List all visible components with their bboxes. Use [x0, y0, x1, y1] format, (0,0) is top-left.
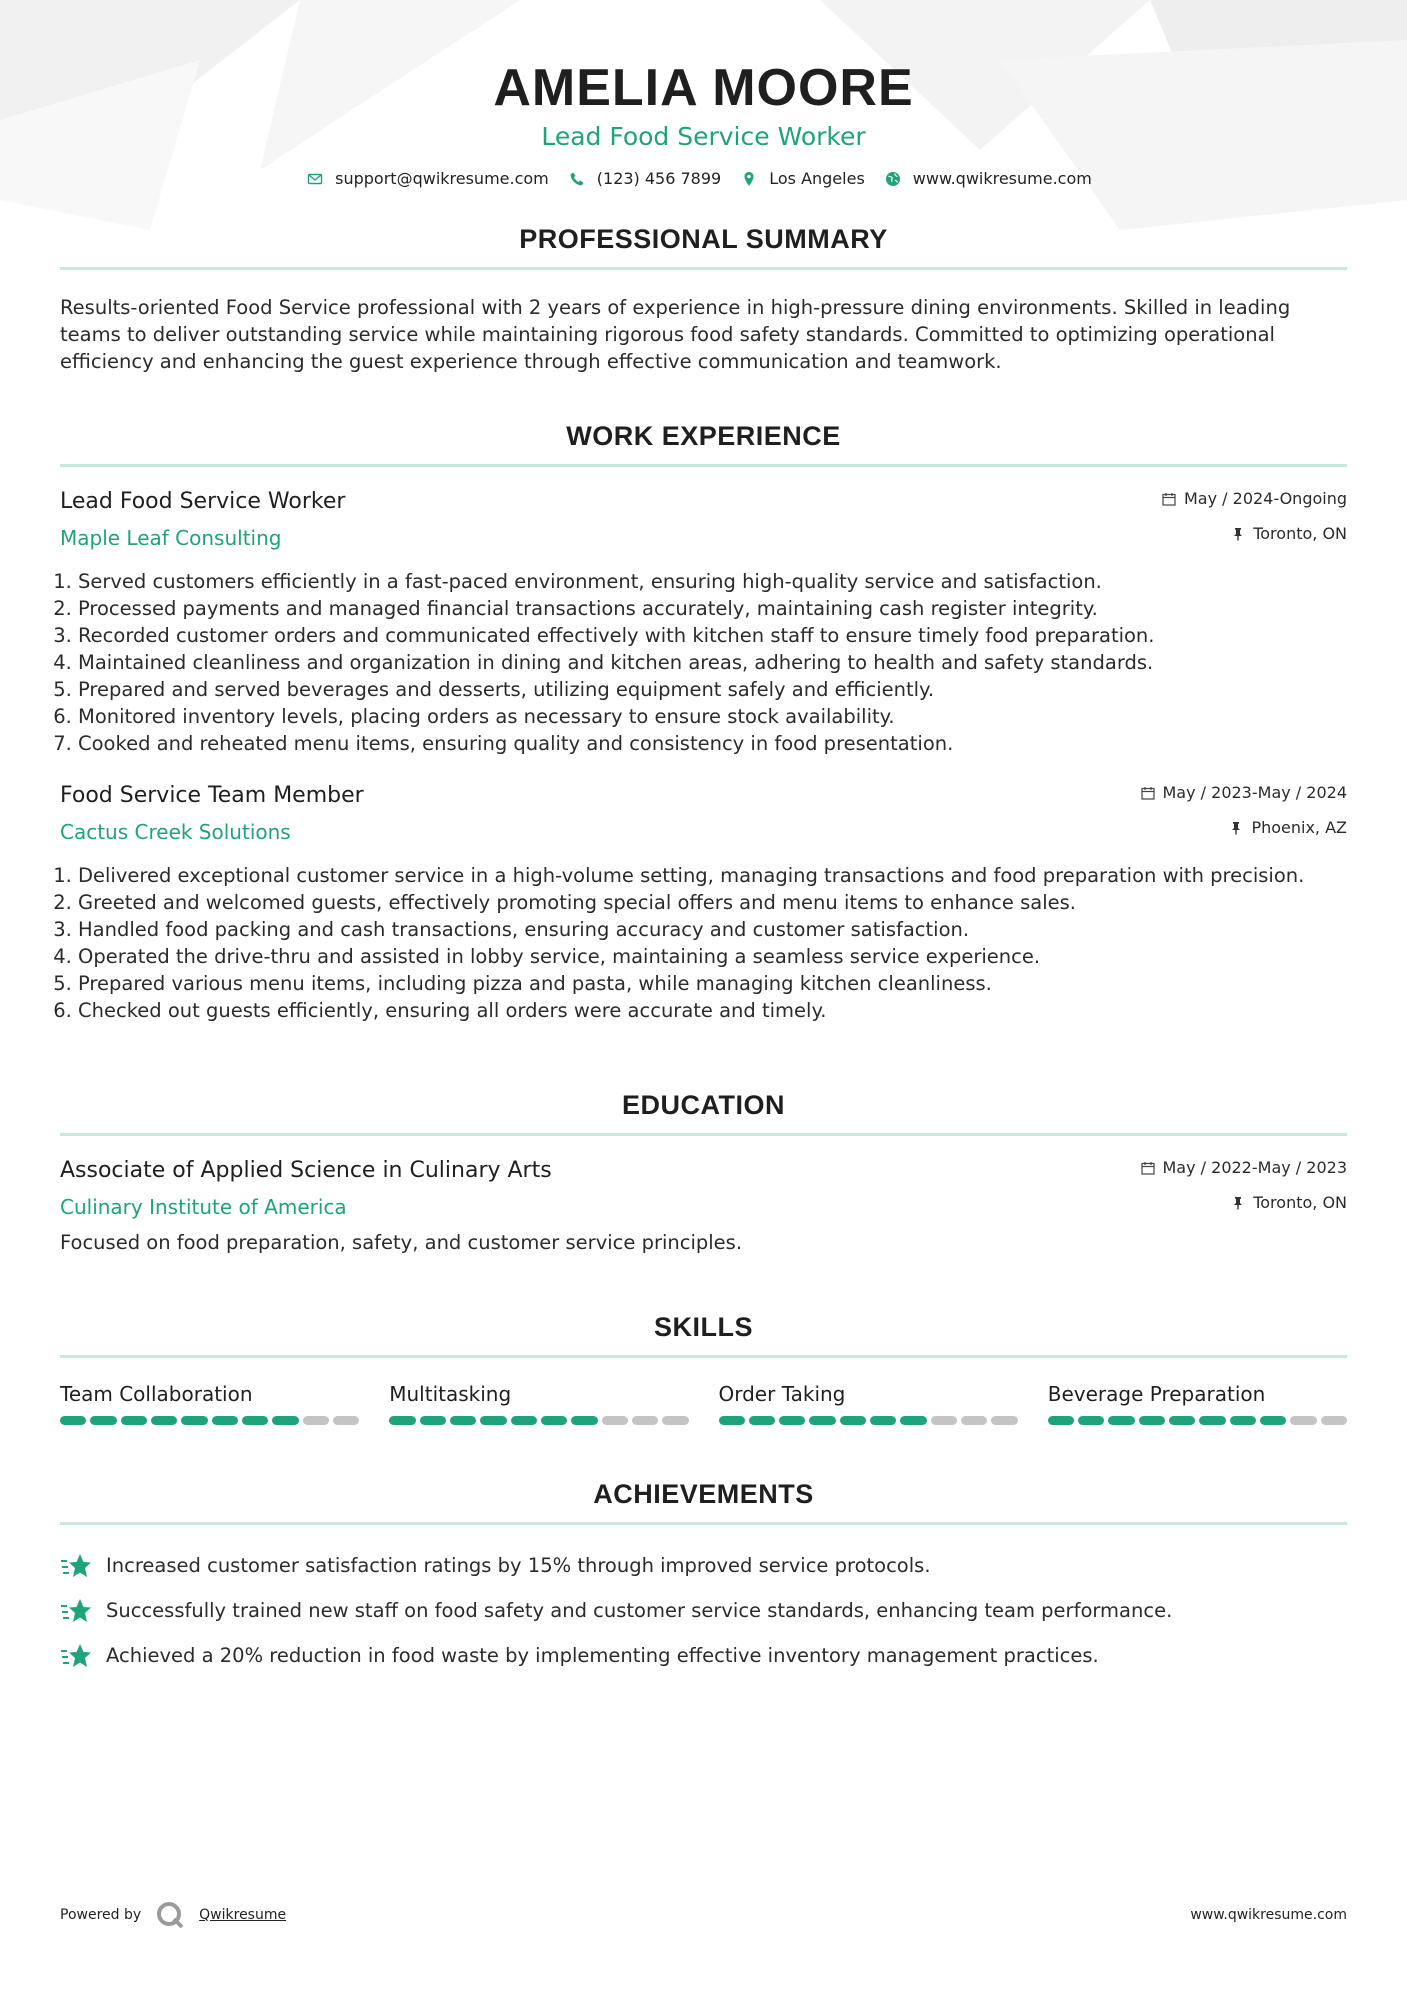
summary-text: Results-oriented Food Service professional with 2 years of experience in high-pressure dining environments. Skilled in leading teams to deliver outstanding service while maintaining rigorous food safety standards. Committed to optimizing operational efficiency and enhancing the guest experience through effective communication and teamwork. [60, 296, 1291, 373]
pushpin-icon [1231, 1196, 1245, 1210]
achievement-text: Successfully trained new staff on food safety and customer service standards, enhancing team performance. [106, 1599, 1173, 1622]
contact-website[interactable] [885, 169, 1092, 188]
job-dates: May / 2024-Ongoing [1184, 489, 1347, 508]
star-icon [60, 1552, 92, 1580]
job-location: Toronto, ON [1253, 524, 1347, 543]
calendar-icon [1141, 1161, 1155, 1175]
rating-dot-empty [961, 1416, 987, 1425]
rating-dot-empty [333, 1416, 359, 1425]
skill-name: Team Collaboration [60, 1382, 253, 1406]
rating-dot-empty [1321, 1416, 1347, 1425]
job-dates: May / 2023-May / 2024 [1162, 783, 1347, 802]
rating-dot-filled [870, 1416, 896, 1425]
skill-rating [389, 1416, 688, 1425]
rating-dot-filled [60, 1416, 86, 1425]
rating-dot-filled [1199, 1416, 1225, 1425]
education-dates: May / 2022-May / 2023 [1162, 1158, 1347, 1177]
rating-dot-filled [121, 1416, 147, 1425]
job-entry [60, 783, 1347, 1024]
skill-item [719, 1382, 1018, 1425]
contact-location-text: Los Angeles [769, 169, 865, 188]
experience-heading: WORK EXPERIENCE [60, 421, 1347, 467]
rating-dot-empty [931, 1416, 957, 1425]
phone-icon [569, 171, 585, 187]
rating-dot-empty [303, 1416, 329, 1425]
education-entry [60, 1158, 1347, 1254]
rating-dot-filled [571, 1416, 597, 1425]
contact-email[interactable] [307, 169, 549, 188]
job-company: Cactus Creek Solutions [60, 820, 291, 844]
skill-name: Multitasking [389, 1382, 512, 1406]
rating-dot-filled [809, 1416, 835, 1425]
rating-dot-filled [1048, 1416, 1074, 1425]
skill-rating [60, 1416, 359, 1425]
rating-dot-filled [1260, 1416, 1286, 1425]
rating-dot-filled [779, 1416, 805, 1425]
rating-dot-filled [1230, 1416, 1256, 1425]
achievement-item [60, 1543, 1347, 1588]
list-item: 6. Checked out guests efficiently, ensuring all orders were accurate and timely. [78, 997, 1347, 1024]
job-entry [60, 489, 1347, 757]
candidate-role: Lead Food Service Worker [541, 122, 866, 151]
list-item: 7. Cooked and reheated menu items, ensuring quality and consistency in food presentation. [78, 730, 1347, 757]
rating-dot-filled [90, 1416, 116, 1425]
rating-dot-filled [900, 1416, 926, 1425]
powered-by-label: Powered by [60, 1907, 142, 1923]
rating-dot-filled [840, 1416, 866, 1425]
skill-rating [1048, 1416, 1347, 1425]
summary-section [60, 224, 1347, 375]
contact-email-text: support@qwikresume.com [335, 169, 549, 188]
rating-dot-filled [511, 1416, 537, 1425]
contact-phone-text: (123) 456 7899 [596, 169, 722, 188]
rating-dot-empty [662, 1416, 688, 1425]
pushpin-icon [1231, 527, 1245, 541]
experience-section [60, 421, 1347, 1024]
list-item: 3. Recorded customer orders and communicated effectively with kitchen staff to ensure timely food preparation. [78, 622, 1347, 649]
rating-dot-filled [1139, 1416, 1165, 1425]
rating-dot-empty [632, 1416, 658, 1425]
contact-phone[interactable] [569, 169, 721, 188]
list-item: 6. Monitored inventory levels, placing orders as necessary to ensure stock availability. [78, 703, 1347, 730]
rating-dot-filled [1108, 1416, 1134, 1425]
rating-dot-empty [1290, 1416, 1316, 1425]
rating-dot-filled [420, 1416, 446, 1425]
summary-heading: PROFESSIONAL SUMMARY [60, 224, 1347, 270]
education-heading: EDUCATION [60, 1090, 1347, 1136]
list-item: 5. Prepared and served beverages and desserts, utilizing equipment safely and efficiently. [78, 676, 1347, 703]
job-location: Phoenix, AZ [1251, 818, 1347, 837]
job-duties-list [60, 862, 1347, 1024]
achievement-item [60, 1633, 1347, 1678]
job-title: Lead Food Service Worker [60, 489, 346, 514]
list-item: 1. Delivered exceptional customer service in a high-volume setting, managing transactions and food preparation with precision. [78, 862, 1347, 889]
degree-title: Associate of Applied Science in Culinary Arts [60, 1158, 552, 1183]
list-item: 2. Greeted and welcomed guests, effectively promoting special offers and menu items to enhance sales. [78, 889, 1347, 916]
calendar-icon [1162, 492, 1176, 506]
achievement-item [60, 1588, 1347, 1633]
achievements-section [60, 1479, 1347, 1678]
page-footer [60, 1900, 1347, 1930]
school-name: Culinary Institute of America [60, 1195, 347, 1219]
skill-name: Order Taking [718, 1382, 846, 1406]
achievement-text: Increased customer satisfaction ratings by 15% through improved service protocols. [106, 1554, 931, 1577]
rating-dot-empty [602, 1416, 628, 1425]
education-description: Focused on food preparation, safety, and customer service principles. [60, 1231, 743, 1254]
contact-website-text: www.qwikresume.com [912, 169, 1092, 188]
envelope-icon [307, 171, 323, 187]
list-item: 1. Served customers efficiently in a fast-paced environment, ensuring high-quality service and satisfaction. [78, 568, 1347, 595]
list-item: 3. Handled food packing and cash transactions, ensuring accuracy and customer satisfaction. [78, 916, 1347, 943]
rating-dot-filled [541, 1416, 567, 1425]
job-company: Maple Leaf Consulting [60, 526, 282, 550]
list-item: 4. Maintained cleanliness and organization in dining and kitchen areas, adhering to health and safety standards. [78, 649, 1347, 676]
skills-heading: SKILLS [60, 1312, 1347, 1358]
list-item: 4. Operated the drive-thru and assisted in lobby service, maintaining a seamless service experience. [78, 943, 1347, 970]
rating-dot-filled [719, 1416, 745, 1425]
pushpin-icon [1229, 821, 1243, 835]
achievement-text: Achieved a 20% reduction in food waste by implementing effective inventory management practices. [106, 1644, 1099, 1667]
qwikresume-logo-icon [155, 1900, 185, 1930]
footer-website[interactable]: www.qwikresume.com [1190, 1907, 1347, 1923]
skill-item [389, 1382, 688, 1425]
job-title: Food Service Team Member [60, 783, 364, 808]
contact-location [741, 169, 865, 188]
rating-dot-filled [272, 1416, 298, 1425]
rating-dot-filled [151, 1416, 177, 1425]
skills-grid [60, 1382, 1347, 1425]
education-location: Toronto, ON [1253, 1193, 1347, 1212]
resume-header [60, 0, 1347, 188]
star-icon [60, 1642, 92, 1670]
qwikresume-link[interactable]: Qwikresume [199, 1907, 287, 1923]
globe-icon [885, 171, 901, 187]
skills-section [60, 1312, 1347, 1425]
rating-dot-filled [1169, 1416, 1195, 1425]
rating-dot-filled [450, 1416, 476, 1425]
rating-dot-filled [749, 1416, 775, 1425]
list-item: 2. Processed payments and managed financial transactions accurately, maintaining cash register integrity. [78, 595, 1347, 622]
skill-item [1048, 1382, 1347, 1425]
rating-dot-empty [991, 1416, 1017, 1425]
education-section [60, 1090, 1347, 1254]
skill-name: Beverage Preparation [1047, 1382, 1266, 1406]
achievements-list [60, 1543, 1347, 1678]
map-marker-icon [741, 171, 757, 187]
rating-dot-filled [1078, 1416, 1104, 1425]
job-duties-list [60, 568, 1347, 757]
rating-dot-filled [242, 1416, 268, 1425]
skill-item [60, 1382, 359, 1425]
rating-dot-filled [212, 1416, 238, 1425]
rating-dot-filled [389, 1416, 415, 1425]
star-icon [60, 1597, 92, 1625]
candidate-name: AMELIA MOORE [493, 59, 914, 117]
calendar-icon [1141, 786, 1155, 800]
list-item: 5. Prepared various menu items, including pizza and pasta, while managing kitchen cleanliness. [78, 970, 1347, 997]
rating-dot-filled [181, 1416, 207, 1425]
achievements-heading: ACHIEVEMENTS [60, 1479, 1347, 1525]
skill-rating [719, 1416, 1018, 1425]
rating-dot-filled [480, 1416, 506, 1425]
contact-bar [60, 169, 1347, 188]
